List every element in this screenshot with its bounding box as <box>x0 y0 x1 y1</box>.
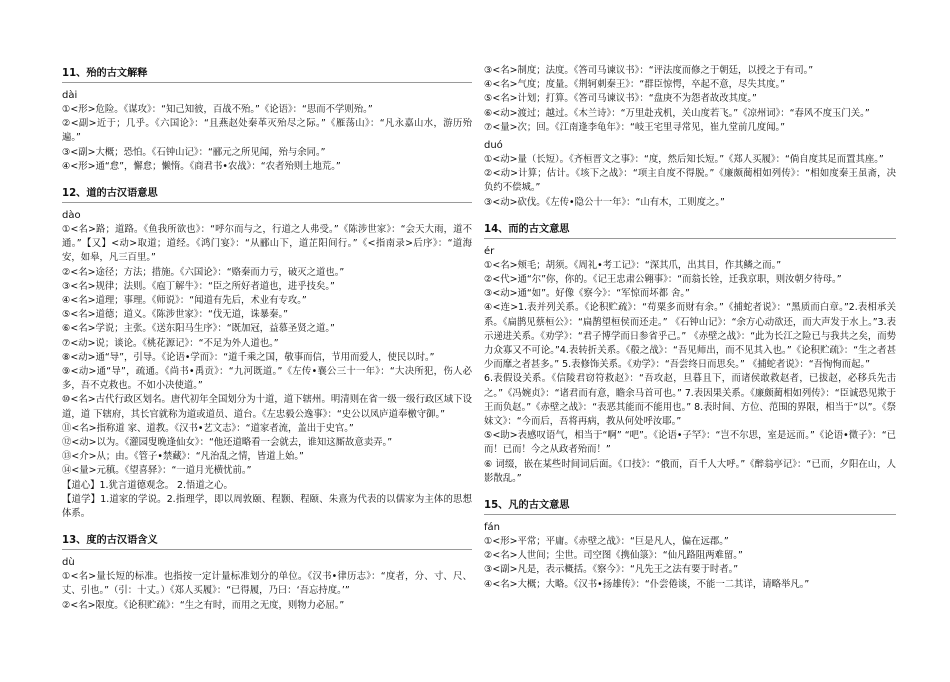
section-title: 11、殆的古文解释 <box>62 67 472 83</box>
section-du-continued <box>484 64 896 135</box>
entry: ①<形>平常；平庸。《赤壁之战》：“巨是凡人，偏在远郡。” <box>484 536 729 548</box>
entry: ⑬<介>从；由。《管子•禁藏》：“凡治乱之情，皆道上始。” <box>62 451 304 463</box>
pinyin-heading: dài <box>62 90 78 101</box>
entry: ⑭<量>元稹。《望喜驿》：“一道月光横忧前。” <box>62 465 252 477</box>
entry: ⑩<名>古代行政区划名。唐代初年全国划分为十道，道下辖州。明清则在省一级一级行政区域下设道，道 下辖府，其长官就称为道或道员、道台。《左忠毅公逸事》：“史公以凤庐道奉檄守御。” <box>62 394 472 420</box>
entry: ④<连>1.表并列关系。《论积贮疏》：“苟粟多而财有余。”《捕蛇者说》：“黑质而白章。”2.表相承关系。《扁鹊见蔡桓公》：“扁鹊望桓侯而还走。” 《石钟山记》：“余方心动欲还，而大声发于水上。”3.表示递进关系。《劝学》：“君子博学而日参省乎己。” 《赤壁之战》：“此为长江之险已与我共之矣，而势力众寡又不可论。”4.表转折关系。《殽之战》：“吾见师出，而不见其入也。”《论积贮疏》：“生之者甚少而靡之者甚多。” 5.表修饰关系。《劝学》：“吾尝终日而思矣。” 《捕蛇者说》：“吾恂恂而起。” <box>484 302 896 371</box>
entry: ⑤<助>表感叹语气，相当于“啊” “吧”。《论语•子罕》：“岂不尔思，室是远而。”《论语•微子》：“已而！已而！今之从政者殆而！” <box>484 430 896 456</box>
section-title: 15、凡的古文意思 <box>484 499 896 515</box>
entry: ①<名>量长短的标准。也指按一定计量标准划分的单位。《汉书•律历志》：“度者，分、寸、尺、丈、引也。”（引：十丈。）《郑人买履》：“已得履，乃曰：‘吾忘持度。’” <box>62 571 472 597</box>
section-title: 13、度的古汉语含义 <box>62 534 472 550</box>
entry: ⑦<动>说；谈论。《桃花源记》：“不足为外人道也。” <box>62 337 279 349</box>
pinyin-heading: fán <box>484 522 500 534</box>
entry: ③<名>制度；法度。《答司马谏议书》：“评法度而修之于朝廷，以授之于有司。” <box>484 65 814 76</box>
pinyin-heading: dù <box>62 557 75 569</box>
section-er <box>484 223 896 486</box>
entry: ⑦<量>次；回。《江南逢李龟年》：“岐王宅里寻常见，崔九堂前几度闻。” <box>484 121 785 133</box>
section-du <box>62 534 472 613</box>
section-dao <box>62 187 472 521</box>
entry: ③<名>规律；法则。《庖丁解牛》：“臣之所好者道也，进乎技矣。” <box>62 280 335 292</box>
section-dai <box>62 67 472 174</box>
entry: ④<形>通“怠”，懈怠；懒惰。《商君书•农战》：“农者殆则土地荒。” <box>62 160 341 172</box>
pinyin-heading: duó <box>484 140 503 152</box>
entry: ②<名>人世间；尘世。司空图《携仙箓》：“仙凡路阻两难留。” <box>484 550 743 562</box>
entry: ③<副>大概；恐怕。《石钟山记》：“郦元之所见闻，殆与余同。” <box>62 146 326 158</box>
entry: ②<代>通“尔”你，你的。《记王忠肃公翱事》：“而翁长铨，迁我京职，则汝朝夕待母。” <box>484 274 842 286</box>
section-duo <box>484 139 896 210</box>
right-column <box>484 64 896 592</box>
entry: ②<副>近于；几乎。《六国论》：“且燕赵处秦革灭殆尽之际。”《雁荡山》：“凡永嘉山水，游历殆遍。” <box>62 118 472 144</box>
left-column <box>62 64 472 613</box>
entry: ④<名>道理；事理。《师说》：“闻道有先后，术业有专攻。” <box>62 295 307 307</box>
entry: ④<名>大概；大略。《汉书•扬雄传》：“仆尝倦谈，不能一二其详，请略举凡。” <box>484 578 810 590</box>
entry: ③<动>通“如”。好像《察今》：“军惊而坏都 舍。” <box>484 288 690 300</box>
entry: ②<名>限度。《论积贮疏》：“生之有时，而用之无度，则物力必屈。” <box>62 599 345 611</box>
entry: ③<副>凡是，表示概括。《察今》：“凡先王之法有要于时者。” <box>484 564 739 576</box>
entry: ⑥ 词缀，嵌在某些时间词后面。《口技》：“俄而，百千人大呼。”《醉翁亭记》：“已而，夕阳在山，人影散乱。” <box>484 458 896 484</box>
entry: 【道学】1.道家的学说。2.指理学，即以周敦颐、程颢、程颐、朱熹为代表的以儒家为主体的思想体系。 <box>62 493 472 520</box>
entry: 6.表假设关系。《信陵君窃符救赵》：“吾攻赵，旦暮且下，而诸侯敢救赵者，已拔赵，必移兵先击之。”《冯婉贞》：“诸君而有意，瞻余马首可也。” 7.表因果关系。《廉颇蔺相如列传》：“臣诚恐见欺于王而负赵。”《赤壁之战》：“表恶其能而不能用也。” 8.表时间、方位、范围的界限，相当于“以”。《祭妹文》：“今而后，吾将再病，教从何处呼汝耶。” <box>484 373 896 428</box>
pinyin-heading: ér <box>484 245 495 257</box>
entry: ⑧<动>通“导”，引导。《论语•学而》：“道千乘之国，敬事而信，节用而爱人，使民以时。” <box>62 351 435 363</box>
entry: ①<动>量（长短）。《齐桓晋文之事》：“度，然后知长短。”《郑人买履》：“倘自度其足而置其座。” <box>484 154 884 166</box>
entry: ⑥<名>学说；主张。《送东阳马生序》：“既加冠，益慕圣贤之道。” <box>62 323 335 335</box>
entry: ⑨<动>通“导”，疏通。《尚书•禹贡》：“九河既道。”《左传•襄公三十一年》：“大决所犯，伤人必多，吾不克救也。不如小决使道。” <box>62 366 472 392</box>
pinyin-heading: dào <box>62 210 81 222</box>
entry: ⑫<动>以为。《灌园叟晚逢仙女》：“他还道略看一会就去，谁知这厮故意卖弄。” <box>62 437 393 449</box>
section-title: 14、而的古文意思 <box>484 223 896 239</box>
entry: ④<名>气度；度量。《荆轲刺秦王》：“群臣惊愕，卒起不意，尽失其度。” <box>484 79 785 91</box>
entry: ②<名>途径；方法；措施。《六国论》：“赂秦而力亏，破灭之道也。” <box>62 266 345 278</box>
entry: ②<动>计算；估计。《垓下之战》：“项主自度不得脱。”《廉颇蔺相如列传》：“相如度秦王虽斋，决负约不偿城。” <box>484 168 896 194</box>
section-title: 12、道的古汉语意思 <box>62 187 472 203</box>
section-fan <box>484 499 896 592</box>
entry: ③<动>砍伐。《左传•隐公十一年》：“山有木，工则度之。” <box>484 196 725 208</box>
entry: ⑤<名>道德；道义。《陈涉世家》：“伐无道，诛暴秦。” <box>62 309 288 321</box>
entry: ①<名>颊毛；胡须。《周礼•考工记》：“深其爪，出其目，作其鳞之而。” <box>484 259 782 271</box>
entry: ⑥<动>渡过；越过。《木兰诗》：“万里赴戎机，关山度若飞。”《凉州词》：“春风不度玉门关。” <box>484 107 870 119</box>
entry: ①<形>危险。《谋攻》：“知己知彼，百战不殆。”《论语》：“思而不学则殆。” <box>62 104 373 115</box>
entry: 【道心】1.犹言道德观念。 2.悟道之心。 <box>62 479 233 491</box>
entry: ①<名>路；道路。《鱼我所欲也》：“呼尔而与之，行道之人弗受。”《陈涉世家》：“会天大雨，道不通。”【又】<动>取道；道经。《鸿门宴》：“从郦山下，道芷阳间行。”《<指南录>后序》：“道海安，如皋，凡三百里。” <box>62 224 472 264</box>
entry: ⑪<名>指称道 家、道教。《汉书•艺文志》：“道家者流，盖出于史官。” <box>62 422 354 434</box>
entry: ⑤<名>计划；打算。《答司马谏议书》：“盘庚不为怨者故改其度。” <box>484 93 757 105</box>
